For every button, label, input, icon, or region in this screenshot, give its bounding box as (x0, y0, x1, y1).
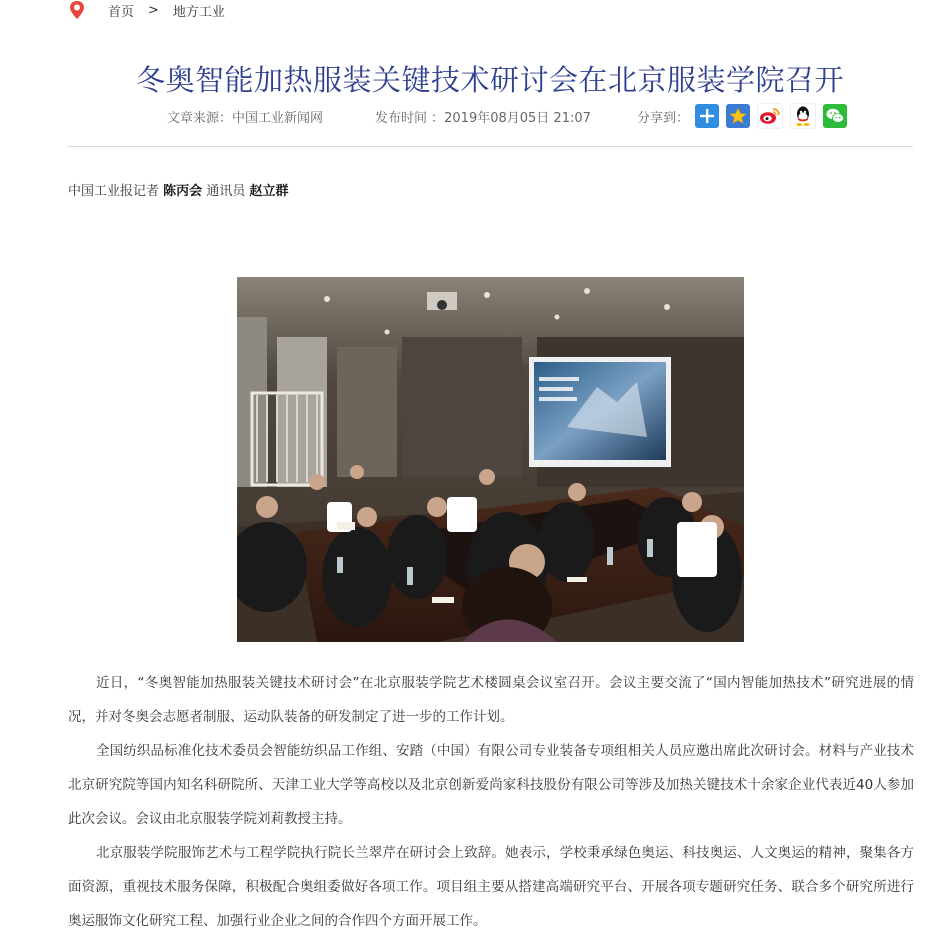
breadcrumb (68, 0, 225, 20)
article-photo (237, 277, 744, 642)
weibo-icon[interactable] (757, 103, 783, 129)
article-source: 文章来源：中国工业新闻网 (167, 110, 324, 126)
publish-time: 发布时间 ：2019年08月05日 21:07 (375, 110, 591, 126)
article-paragraph: 近日，“冬奥智能加热服装关键技术研讨会”在北京服装学院艺术楼圆桌会议室召开。会议主要交流了“国内智能加热技术”研究进展的情况，并对冬奥会志愿者制服、运动队装备的研发制定了进一步的工作计划。 (68, 675, 914, 725)
share-label: 分享到： (637, 110, 690, 126)
correspondent-name: 赵立群 (249, 184, 289, 199)
location-pin-icon (68, 0, 86, 20)
reporter-role: 中国工业报记者 (68, 184, 160, 199)
article-body (68, 666, 914, 938)
reporter-name: 陈丙会 (163, 184, 203, 199)
byline (68, 180, 288, 199)
qq-icon[interactable] (790, 103, 816, 129)
breadcrumb-home-link[interactable]: 首页 (108, 4, 135, 20)
breadcrumb-separator: > (148, 2, 159, 18)
article-meta (167, 106, 854, 126)
page-title: 冬奥智能加热服装关键技术研讨会在北京服装学院召开 (135, 63, 844, 97)
wechat-icon[interactable] (823, 104, 847, 128)
conference-room-photo (237, 277, 744, 642)
header-divider (68, 146, 913, 147)
breadcrumb-current-link[interactable]: 地方工业 (172, 4, 225, 20)
star-share-icon[interactable] (726, 104, 750, 128)
share-bar (637, 103, 854, 129)
article-paragraph: 全国纺织品标准化技术委员会智能纺织品工作组、安踏（中国）有限公司专业装备专项组相关人员应邀出席此次研讨会。材料与产业技术北京研究院等国内知名科研院所、天津工业大学等高校以及北京创新爱尚家科技股份有限公司等涉及加热关键技术十余家企业代表近40人参加此次会议。会议由北京服装学院刘莉教授主持。 (68, 743, 914, 827)
plus-share-icon[interactable] (695, 104, 719, 128)
correspondent-role: 通讯员 (206, 184, 246, 199)
article-paragraph: 北京服装学院服饰艺术与工程学院执行院长兰翠芹在研讨会上致辞。她表示，学校秉承绿色奥运、科技奥运、人文奥运的精神，聚集各方面资源，重视技术服务保障，积极配合奥组委做好各项工作。项目组主要从搭建高端研究平台、开展各项专题研究任务、联合多个研究所进行奥运服饰文化研究工程、加强行业企业之间的合作四个方面开展工作。 (68, 845, 914, 929)
